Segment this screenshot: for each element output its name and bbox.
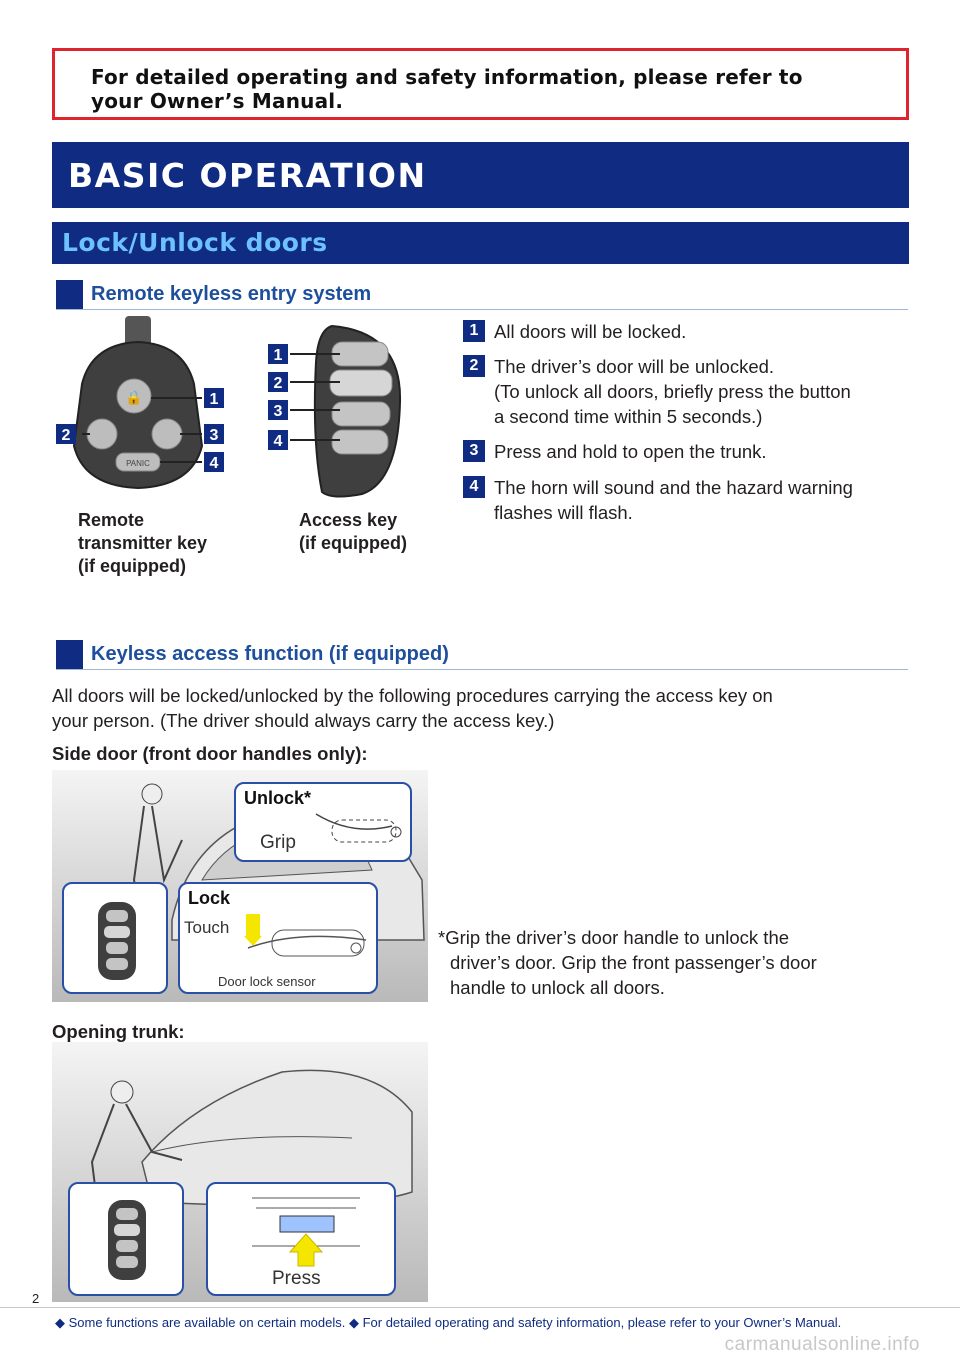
notice-line-2: your Owner’s Manual. — [91, 89, 344, 113]
grip-label: Grip — [260, 832, 296, 853]
press-callout — [206, 1182, 396, 1296]
page-number: 2 — [32, 1291, 40, 1306]
unlock-label: Unlock* — [244, 788, 312, 808]
door-handle-sensor-icon — [238, 914, 374, 964]
access-callout-2: 2 — [273, 375, 283, 392]
trunk-key-callout — [68, 1182, 184, 1296]
section-heading-keyless — [56, 640, 908, 670]
press-label: Press — [272, 1268, 321, 1289]
remote-callout-2: 2 — [61, 427, 71, 444]
side-door-illustration — [52, 770, 428, 1002]
section-title-remote: Remote keyless entry system — [91, 283, 372, 305]
remote-callout-4: 4 — [209, 455, 219, 472]
main-title-band — [52, 142, 909, 208]
trunk-illustration — [52, 1042, 428, 1302]
footer-bar — [0, 1307, 960, 1331]
access-callout-4: 4 — [273, 433, 283, 450]
access-key-illustration — [262, 322, 412, 502]
trunk-heading: Opening trunk: — [52, 1021, 185, 1042]
sub-title-band — [52, 222, 909, 264]
lock-callout — [178, 882, 378, 994]
side-door-heading: Side door (front door handles only): — [52, 743, 368, 764]
remote-callout-1: 1 — [209, 391, 219, 408]
trunk-release-button-icon — [246, 1194, 366, 1268]
notice-line-1: For detailed operating and safety information, please refer to — [91, 65, 803, 89]
remote-key-caption: Remote transmitter key (if equipped) — [78, 510, 208, 576]
remote-transmitter-key-illustration — [52, 316, 257, 501]
watermark: carmanualsonline.info — [724, 1334, 920, 1355]
grip-footnote: *Grip the driver’s door handle to unlock the driver’s door. Grip the front passenger’s door handle to unlock all doors. — [438, 927, 817, 998]
side-key-callout — [62, 882, 168, 994]
notice-box — [52, 48, 909, 120]
touch-label: Touch — [184, 918, 230, 937]
door-lock-sensor-label: Door lock sensor — [218, 974, 316, 989]
lock-label: Lock — [188, 888, 231, 908]
unlock-callout — [234, 782, 412, 862]
section-marker — [56, 640, 83, 669]
section-title-keyless: Keyless access function (if equipped) — [91, 643, 449, 665]
footer-note: ◆ Some functions are available on certain models. ◆ For detailed operating and safety information, please refer to your Owner’s Manual. — [55, 1315, 842, 1330]
door-handle-grip-icon — [312, 806, 408, 856]
access-key-caption: Access key (if equipped) — [299, 510, 407, 553]
access-callout-1: 1 — [273, 347, 283, 364]
lock-icon: 🔒 — [125, 389, 143, 405]
panic-label: PANIC — [126, 459, 150, 468]
remote-callout-3: 3 — [209, 427, 219, 444]
access-key-icon — [94, 900, 140, 982]
keyless-intro: All doors will be locked/unlocked by the following procedures carrying the access key on your person. (The driver should always carry the access key.) — [52, 685, 773, 731]
access-key-icon — [104, 1198, 150, 1282]
access-callout-3: 3 — [273, 403, 283, 420]
section-marker — [56, 280, 83, 309]
main-title: BASIC OPERATION — [68, 156, 427, 195]
sub-title: Lock/Unlock doors — [62, 228, 328, 257]
section-heading-remote — [56, 280, 908, 310]
